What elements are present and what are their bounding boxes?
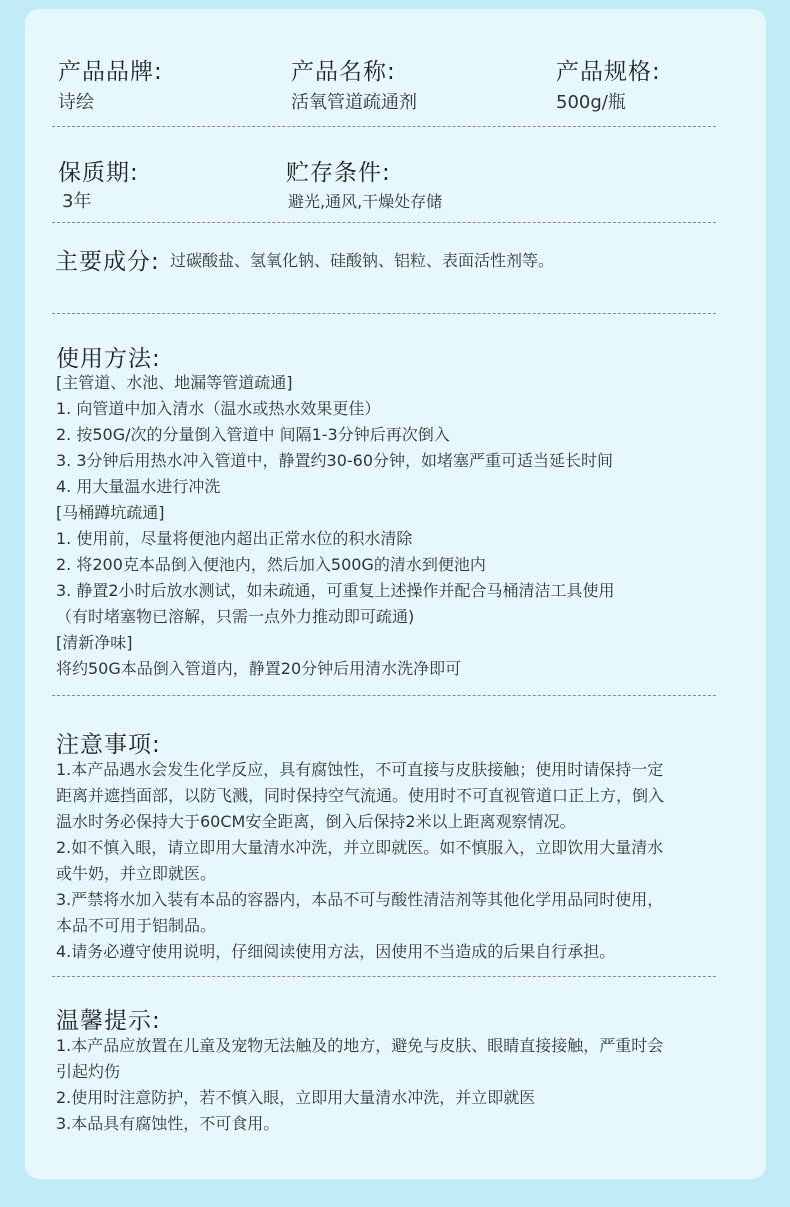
usage-title: 使用方法: — [56, 346, 161, 372]
usage-line: [清新净味] — [56, 633, 133, 652]
storage-label: 贮存条件: — [286, 160, 391, 186]
divider — [52, 695, 716, 696]
tip-line: 3.本品具有腐蚀性，不可食用。 — [56, 1114, 280, 1133]
usage-line: 3. 3分钟后用热水冲入管道中，静置约30-60分钟，如堵塞严重可适当延长时间 — [56, 451, 614, 470]
spec-value: 500g/瓶 — [556, 92, 626, 113]
spec-label: 产品规格: — [556, 59, 661, 85]
usage-line: 将约50G本品倒入管道内，静置20分钟后用清水洗净即可 — [56, 659, 462, 678]
storage-value: 避光,通风,干燥处存储 — [288, 192, 443, 211]
usage-line: [马桶蹲坑疏通] — [56, 503, 165, 522]
caution-line: 本品不可用于铝制品。 — [56, 916, 217, 935]
usage-line: [主管道、水池、地漏等管道疏通] — [56, 373, 293, 392]
usage-line: （有时堵塞物已溶解，只需一点外力推动即可疏通) — [56, 607, 415, 626]
tip-line: 1.本产品应放置在儿童及宠物无法触及的地方，避免与皮肤、眼睛直接接触，严重时会 — [56, 1036, 664, 1055]
brand-label: 产品品牌: — [58, 59, 163, 85]
shelf-life-label: 保质期: — [58, 160, 139, 186]
usage-line: 2. 按50G/次的分量倒入管道中 间隔1-3分钟后再次倒入 — [56, 425, 450, 444]
cautions-list — [56, 757, 664, 965]
caution-line: 距离并遮挡面部，以防飞溅，同时保持空气流通。使用时不可直视管道口正上方，倒入 — [56, 786, 665, 805]
caution-line: 4.请务必遵守使用说明，仔细阅读使用方法，因使用不当造成的后果自行承担。 — [56, 942, 616, 961]
shelf-life-value: 3年 — [62, 191, 92, 212]
caution-line: 2.如不慎入眼，请立即用大量清水冲洗，并立即就医。如不慎服入，立即饮用大量清水 — [56, 838, 664, 857]
product-name-label: 产品名称: — [291, 59, 396, 85]
usage-line: 4. 用大量温水进行冲洗 — [56, 477, 221, 496]
divider — [52, 222, 716, 223]
product-name-value: 活氧管道疏通剂 — [291, 92, 417, 113]
usage-line: 1. 使用前，尽量将便池内超出正常水位的积水清除 — [56, 529, 413, 548]
divider — [52, 976, 716, 977]
brand-value: 诗绘 — [58, 92, 94, 113]
cautions-title: 注意事项: — [56, 732, 161, 758]
tips-title: 温馨提示: — [56, 1008, 161, 1034]
divider — [52, 126, 716, 127]
usage-list — [56, 370, 615, 682]
ingredients-value: 过碳酸盐、氢氧化钠、硅酸钠、铝粒、表面活性剂等。 — [170, 251, 555, 270]
tip-line: 2.使用时注意防护，若不慎入眼，立即用大量清水冲洗，并立即就医 — [56, 1088, 536, 1107]
usage-line: 2. 将200克本品倒入便池内，然后加入500G的清水到便池内 — [56, 555, 486, 574]
caution-line: 温水时务必保持大于60CM安全距离，倒入后保持2米以上距离观察情况。 — [56, 812, 576, 831]
tips-list — [56, 1033, 663, 1137]
tip-line: 引起灼伤 — [56, 1062, 121, 1081]
divider — [52, 313, 716, 314]
usage-line: 3. 静置2小时后放水测试，如未疏通，可重复上述操作并配合马桶清洁工具使用 — [56, 581, 615, 600]
usage-line: 1. 向管道中加入清水（温水或热水效果更佳） — [56, 399, 381, 418]
caution-line: 或牛奶，并立即就医。 — [56, 864, 217, 883]
caution-line: 1.本产品遇水会发生化学反应，具有腐蚀性，不可直接与皮肤接触；使用时请保持一定 — [56, 760, 664, 779]
ingredients-label: 主要成分: — [55, 249, 160, 275]
caution-line: 3.严禁将水加入装有本品的容器内，本品不可与酸性清洁剂等其他化学用品同时使用， — [56, 890, 664, 909]
